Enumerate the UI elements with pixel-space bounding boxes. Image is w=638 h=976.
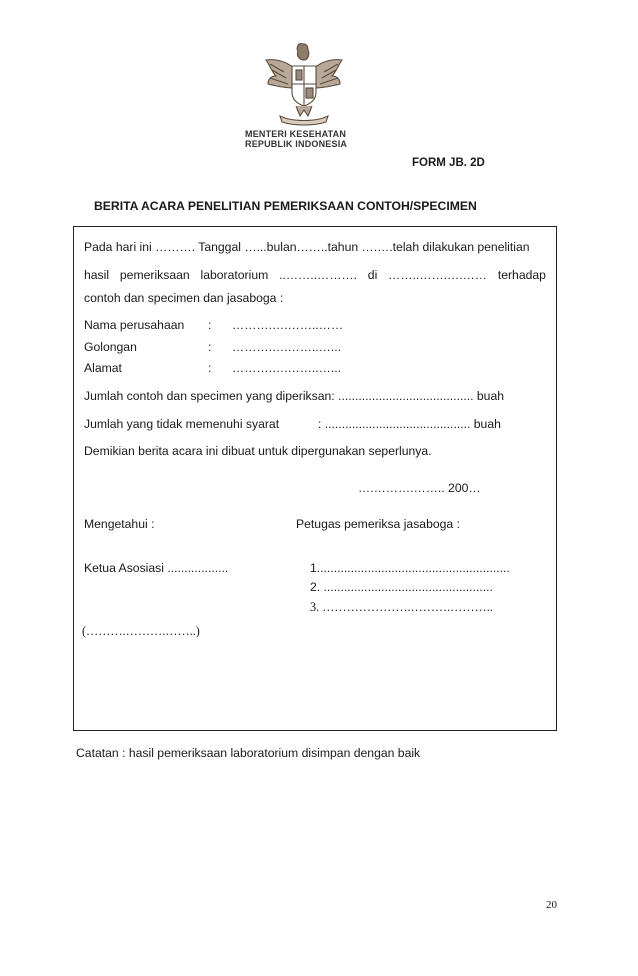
field-address-label: Alamat bbox=[84, 361, 122, 375]
intro-line-2 bbox=[84, 268, 546, 282]
field-category-value: ……….….……..…... bbox=[232, 340, 342, 354]
field-company-name-value: ……….….……..…… bbox=[232, 318, 344, 332]
field-category-colon: : bbox=[208, 340, 212, 354]
footnote: Catatan : hasil pemeriksaan laboratorium disimpan dengan baik bbox=[76, 746, 421, 760]
ministry-name-line1: MENTERI KESEHATAN bbox=[245, 129, 347, 139]
ministry-name-line2: REPUBLIK INDONESIA bbox=[245, 139, 348, 149]
officer-signature-1: 1......................................................... bbox=[310, 561, 510, 575]
known-by-label: Mengetahui : bbox=[84, 517, 155, 531]
field-category-label: Golongan bbox=[84, 340, 137, 354]
field-company-name-label: Nama perusahaan bbox=[84, 318, 185, 332]
field-company-name-colon: : bbox=[208, 318, 212, 332]
officer-label: Petugas pemeriksa jasaboga : bbox=[296, 517, 460, 531]
garuda-emblem-icon bbox=[262, 36, 346, 126]
intro-word: hasil bbox=[84, 268, 110, 282]
failed-count-label: Jumlah yang tidak memenuhi syarat bbox=[84, 417, 280, 431]
association-chair-label: Ketua Asosiasi .................. bbox=[84, 561, 229, 575]
intro-line-1: Pada hari ini ………. Tanggal …...bulan……..tahun ….….telah dilakukan penelitian bbox=[84, 240, 530, 254]
field-address-value: ……….….……..…... bbox=[232, 361, 342, 375]
failed-count-value: : ........................................... buah bbox=[318, 417, 501, 431]
officer-signature-2: 2. .................................................. bbox=[310, 580, 493, 594]
field-address-colon: : bbox=[208, 361, 212, 375]
page-number: 20 bbox=[546, 899, 557, 911]
closing-statement: Demikian berita acara ini dibuat untuk dipergunakan seperlunya. bbox=[84, 444, 432, 458]
officer-signature-3: 3. ………………….……….……….. bbox=[310, 600, 493, 614]
document-title: BERITA ACARA PENELITIAN PEMERIKSAAN CONTOH/SPECIMEN bbox=[94, 199, 477, 213]
form-code: FORM JB. 2D bbox=[412, 157, 485, 169]
intro-word: terhadap bbox=[497, 268, 546, 282]
intro-word: di bbox=[367, 268, 378, 282]
intro-word: ……..…….….…… bbox=[388, 268, 487, 282]
sample-count-line: Jumlah contoh dan specimen yang diperiksan: ........................................ buah bbox=[84, 389, 504, 403]
date-line: ….……….…….. 200… bbox=[358, 481, 481, 495]
intro-word: ..……..………. bbox=[279, 268, 357, 282]
chair-signature-line: (……….……….……..) bbox=[82, 624, 200, 638]
intro-word: laboratorium bbox=[200, 268, 269, 282]
intro-word: pemeriksaan bbox=[119, 268, 190, 282]
intro-line-3: contoh dan specimen dan jasaboga : bbox=[84, 291, 284, 305]
